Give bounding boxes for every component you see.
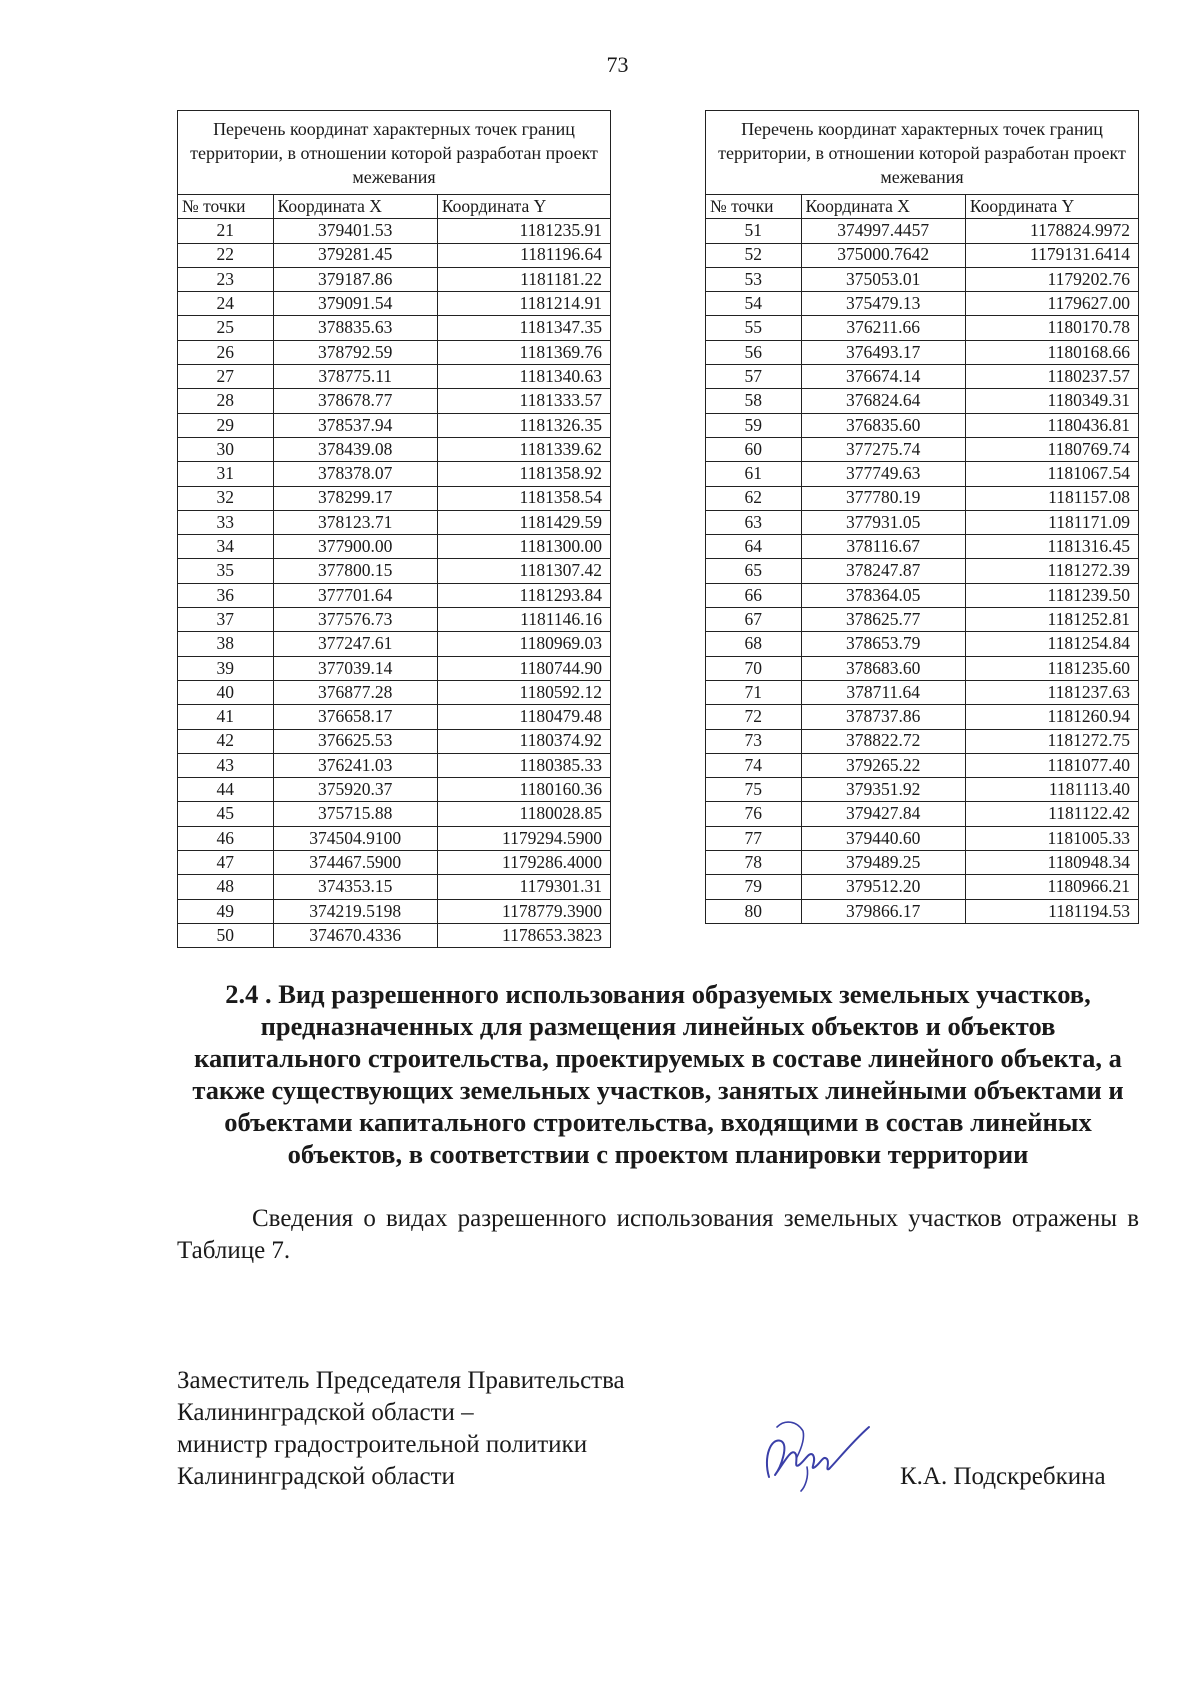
point-number-cell: 36 [178,583,274,607]
point-number-cell: 29 [178,413,274,437]
coordinate-y-cell: 1181239.50 [965,583,1138,607]
table-row [178,535,611,559]
point-number-cell: 70 [706,656,802,680]
coordinate-x-cell: 377749.63 [801,462,965,486]
point-number-cell: 51 [706,219,802,243]
point-number-cell: 62 [706,486,802,510]
table-row [178,899,611,923]
coordinate-y-cell: 1181293.84 [437,583,610,607]
table-row [706,680,1139,704]
table-row [178,875,611,899]
point-number-cell: 24 [178,292,274,316]
point-number-cell: 61 [706,462,802,486]
coordinate-x-cell: 378123.71 [273,510,437,534]
point-number-cell: 45 [178,802,274,826]
coordinate-x-cell: 374219.5198 [273,899,437,923]
point-number-cell: 71 [706,680,802,704]
point-number-cell: 66 [706,583,802,607]
coordinates-table-right [705,110,1139,924]
coordinate-x-cell: 376824.64 [801,389,965,413]
coordinate-y-cell: 1180436.81 [965,413,1138,437]
table-row [706,316,1139,340]
coordinate-y-cell: 1181254.84 [965,632,1138,656]
point-number-cell: 27 [178,365,274,389]
column-header-x: Координата X [801,195,965,219]
coordinate-x-cell: 379265.22 [801,753,965,777]
coordinate-y-cell: 1181077.40 [965,753,1138,777]
coordinate-x-cell: 379512.20 [801,875,965,899]
table-row [706,729,1139,753]
coordinate-x-cell: 378653.79 [801,632,965,656]
coordinate-y-cell: 1180237.57 [965,365,1138,389]
table-row [178,778,611,802]
point-number-cell: 40 [178,680,274,704]
table-row [706,851,1139,875]
coordinate-x-cell: 379281.45 [273,243,437,267]
point-number-cell: 34 [178,535,274,559]
coordinate-x-cell: 377800.15 [273,559,437,583]
point-number-cell: 31 [178,462,274,486]
coordinate-x-cell: 378835.63 [273,316,437,340]
point-number-cell: 39 [178,656,274,680]
coordinate-y-cell: 1180160.36 [437,778,610,802]
coordinate-x-cell: 377247.61 [273,632,437,656]
coordinate-x-cell: 374997.4457 [801,219,965,243]
table-row [706,802,1139,826]
table-row [178,705,611,729]
coordinate-x-cell: 378299.17 [273,486,437,510]
point-number-cell: 49 [178,899,274,923]
point-number-cell: 67 [706,608,802,632]
table-row [706,413,1139,437]
coordinate-y-cell: 1181252.81 [965,608,1138,632]
point-number-cell: 68 [706,632,802,656]
coordinate-y-cell: 1181369.76 [437,340,610,364]
table-row [706,267,1139,291]
point-number-cell: 50 [178,923,274,947]
position-line: министр градостроительной политики [177,1431,588,1458]
coordinate-y-cell: 1181235.91 [437,219,610,243]
coordinate-x-cell: 375715.88 [273,802,437,826]
point-number-cell: 21 [178,219,274,243]
coordinate-x-cell: 374467.5900 [273,851,437,875]
coordinate-y-cell: 1181358.92 [437,462,610,486]
coordinate-y-cell: 1180385.33 [437,753,610,777]
column-header-y: Координата Y [437,195,610,219]
table-row [178,559,611,583]
table-caption: Перечень координат характерных точек границ территории, в отношении которой разработан проект межевания [706,111,1139,195]
coordinate-y-cell: 1178779.3900 [437,899,610,923]
point-number-cell: 75 [706,778,802,802]
coordinate-y-cell: 1181194.53 [965,899,1138,923]
coordinate-x-cell: 376493.17 [801,340,965,364]
table-row [178,365,611,389]
coordinate-y-cell: 1181157.08 [965,486,1138,510]
coordinate-x-cell: 378364.05 [801,583,965,607]
point-number-cell: 77 [706,826,802,850]
coordinate-y-cell: 1181260.94 [965,705,1138,729]
coordinate-y-cell: 1181214.91 [437,292,610,316]
table-row [178,923,611,947]
coordinate-x-cell: 374670.4336 [273,923,437,947]
coordinate-x-cell: 376877.28 [273,680,437,704]
coordinate-x-cell: 378775.11 [273,365,437,389]
table-row [178,316,611,340]
coordinate-y-cell: 1180170.78 [965,316,1138,340]
coordinate-x-cell: 378737.86 [801,705,965,729]
coordinate-y-cell: 1180168.66 [965,340,1138,364]
coordinate-x-cell: 378116.67 [801,535,965,559]
point-number-cell: 63 [706,510,802,534]
column-header-point: № точки [706,195,802,219]
point-number-cell: 73 [706,729,802,753]
coordinate-y-cell: 1180592.12 [437,680,610,704]
coordinate-y-cell: 1179294.5900 [437,826,610,850]
coordinate-x-cell: 378822.72 [801,729,965,753]
point-number-cell: 37 [178,608,274,632]
table-row [178,486,611,510]
point-number-cell: 58 [706,389,802,413]
coordinate-x-cell: 378678.77 [273,389,437,413]
point-number-cell: 38 [178,632,274,656]
coordinate-y-cell: 1179131.6414 [965,243,1138,267]
table-row [706,753,1139,777]
table-row [178,680,611,704]
table-row [706,486,1139,510]
coordinate-y-cell: 1181333.57 [437,389,610,413]
coordinate-y-cell: 1181067.54 [965,462,1138,486]
coordinate-y-cell: 1180769.74 [965,437,1138,461]
point-number-cell: 28 [178,389,274,413]
coordinate-x-cell: 377275.74 [801,437,965,461]
coordinate-y-cell: 1181272.75 [965,729,1138,753]
signatory-position [177,1365,737,1493]
table-row [706,875,1139,899]
table-row [178,826,611,850]
column-header-y: Координата Y [965,195,1138,219]
point-number-cell: 60 [706,437,802,461]
point-number-cell: 22 [178,243,274,267]
coordinate-y-cell: 1181339.62 [437,437,610,461]
coordinate-y-cell: 1178824.9972 [965,219,1138,243]
coordinate-y-cell: 1180969.03 [437,632,610,656]
table-row [178,656,611,680]
table-row [178,267,611,291]
table-row [706,705,1139,729]
table-caption: Перечень координат характерных точек границ территории, в отношении которой разработан проект межевания [178,111,611,195]
coordinate-y-cell: 1181340.63 [437,365,610,389]
point-number-cell: 57 [706,365,802,389]
point-number-cell: 56 [706,340,802,364]
point-number-cell: 65 [706,559,802,583]
table-row [178,510,611,534]
coordinate-x-cell: 378625.77 [801,608,965,632]
coordinate-x-cell: 378378.07 [273,462,437,486]
table-row [178,292,611,316]
coordinate-y-cell: 1180028.85 [437,802,610,826]
table-row [706,608,1139,632]
signatory-name: К.А. Подскребкина [900,1463,1106,1490]
point-number-cell: 43 [178,753,274,777]
table-row [706,389,1139,413]
section-heading: 2.4 . Вид разрешенного использования образуемых земельных участков, предназначенных для размещения линейных объектов и объектов капитального строительства, проектируемых в составе линейного объекта, а также существующих земельных участков, занятых линейными объектами и объектами капитального строительства, входящими в состав линейных объектов, в соответствии с проектом планировки территории [192,979,1124,1169]
table-row [178,608,611,632]
coordinate-y-cell: 1181181.22 [437,267,610,291]
coordinate-x-cell: 379187.86 [273,267,437,291]
table-row [706,219,1139,243]
position-line: Заместитель Председателя Правительства [177,1367,625,1394]
coordinate-x-cell: 377701.64 [273,583,437,607]
table-row [706,462,1139,486]
coordinate-y-cell: 1181358.54 [437,486,610,510]
coordinate-y-cell: 1180948.34 [965,851,1138,875]
point-number-cell: 54 [706,292,802,316]
coordinate-x-cell: 376674.14 [801,365,965,389]
coordinate-x-cell: 378792.59 [273,340,437,364]
table-row [178,729,611,753]
point-number-cell: 55 [706,316,802,340]
table-row [706,778,1139,802]
coordinate-x-cell: 378537.94 [273,413,437,437]
coordinate-x-cell: 379489.25 [801,851,965,875]
coordinate-y-cell: 1180744.90 [437,656,610,680]
coordinate-y-cell: 1179286.4000 [437,851,610,875]
table-row [706,365,1139,389]
point-number-cell: 30 [178,437,274,461]
coordinate-y-cell: 1181347.35 [437,316,610,340]
table-row [706,437,1139,461]
column-header-x: Координата X [273,195,437,219]
coordinate-y-cell: 1179301.31 [437,875,610,899]
coordinate-y-cell: 1181122.42 [965,802,1138,826]
table-row [706,243,1139,267]
point-number-cell: 48 [178,875,274,899]
coordinate-x-cell: 376241.03 [273,753,437,777]
coordinate-x-cell: 376658.17 [273,705,437,729]
table-row [706,292,1139,316]
coordinate-x-cell: 377039.14 [273,656,437,680]
point-number-cell: 26 [178,340,274,364]
point-number-cell: 44 [178,778,274,802]
table-row [178,219,611,243]
coordinate-x-cell: 376625.53 [273,729,437,753]
point-number-cell: 53 [706,267,802,291]
table-row [178,340,611,364]
coordinate-y-cell: 1180479.48 [437,705,610,729]
position-line: Калининградской области [177,1463,455,1490]
coordinate-y-cell: 1180966.21 [965,875,1138,899]
coordinate-y-cell: 1181272.39 [965,559,1138,583]
point-number-cell: 25 [178,316,274,340]
coordinate-y-cell: 1181171.09 [965,510,1138,534]
table-row [706,559,1139,583]
coordinate-x-cell: 376211.66 [801,316,965,340]
coordinate-x-cell: 379427.84 [801,802,965,826]
coordinates-table-left [177,110,611,948]
coordinate-x-cell: 376835.60 [801,413,965,437]
table-row [706,656,1139,680]
page-number: 73 [606,52,629,77]
table-row [706,826,1139,850]
point-number-cell: 47 [178,851,274,875]
coordinate-y-cell: 1181113.40 [965,778,1138,802]
table-row [178,583,611,607]
table-row [178,802,611,826]
handwritten-signature [755,1405,875,1495]
coordinate-y-cell: 1181316.45 [965,535,1138,559]
coordinate-y-cell: 1181146.16 [437,608,610,632]
coordinate-x-cell: 379351.92 [801,778,965,802]
table-row [178,462,611,486]
point-number-cell: 80 [706,899,802,923]
point-number-cell: 23 [178,267,274,291]
table-row [178,753,611,777]
coordinate-x-cell: 379091.54 [273,292,437,316]
coordinate-y-cell: 1181237.63 [965,680,1138,704]
table-row [178,851,611,875]
table-row [706,583,1139,607]
coordinate-y-cell: 1181005.33 [965,826,1138,850]
point-number-cell: 72 [706,705,802,729]
point-number-cell: 41 [178,705,274,729]
point-number-cell: 32 [178,486,274,510]
coordinate-y-cell: 1179627.00 [965,292,1138,316]
point-number-cell: 74 [706,753,802,777]
coordinate-y-cell: 1181307.42 [437,559,610,583]
coordinate-y-cell: 1180374.92 [437,729,610,753]
coordinate-x-cell: 378247.87 [801,559,965,583]
coordinate-y-cell: 1179202.76 [965,267,1138,291]
point-number-cell: 35 [178,559,274,583]
table-row [178,389,611,413]
table-row [706,899,1139,923]
coordinate-x-cell: 378683.60 [801,656,965,680]
coordinate-y-cell: 1181326.35 [437,413,610,437]
table-row [178,243,611,267]
coordinate-x-cell: 374353.15 [273,875,437,899]
table-row [706,340,1139,364]
coordinate-x-cell: 378439.08 [273,437,437,461]
point-number-cell: 64 [706,535,802,559]
coordinate-x-cell: 377576.73 [273,608,437,632]
table-row [178,632,611,656]
table-row [706,535,1139,559]
coordinate-y-cell: 1181235.60 [965,656,1138,680]
column-header-point: № точки [178,195,274,219]
point-number-cell: 59 [706,413,802,437]
coordinate-x-cell: 377780.19 [801,486,965,510]
point-number-cell: 52 [706,243,802,267]
table-row [706,510,1139,534]
coordinate-x-cell: 375000.7642 [801,243,965,267]
table-row [178,437,611,461]
coordinate-y-cell: 1181196.64 [437,243,610,267]
coordinate-x-cell: 379866.17 [801,899,965,923]
coordinate-x-cell: 377931.05 [801,510,965,534]
coordinate-x-cell: 377900.00 [273,535,437,559]
coordinate-y-cell: 1180349.31 [965,389,1138,413]
coordinate-x-cell: 375920.37 [273,778,437,802]
position-line: Калининградской области – [177,1399,474,1426]
table-row [178,413,611,437]
point-number-cell: 46 [178,826,274,850]
point-number-cell: 76 [706,802,802,826]
coordinate-y-cell: 1178653.3823 [437,923,610,947]
coordinate-x-cell: 375053.01 [801,267,965,291]
point-number-cell: 42 [178,729,274,753]
coordinate-y-cell: 1181300.00 [437,535,610,559]
point-number-cell: 79 [706,875,802,899]
coordinate-x-cell: 375479.13 [801,292,965,316]
coordinate-y-cell: 1181429.59 [437,510,610,534]
coordinate-x-cell: 379401.53 [273,219,437,243]
table-row [706,632,1139,656]
coordinate-x-cell: 379440.60 [801,826,965,850]
point-number-cell: 78 [706,851,802,875]
coordinate-x-cell: 378711.64 [801,680,965,704]
body-paragraph: Сведения о видах разрешенного использования земельных участков отражены в Таблице 7. [177,1205,1139,1264]
point-number-cell: 33 [178,510,274,534]
coordinate-x-cell: 374504.9100 [273,826,437,850]
